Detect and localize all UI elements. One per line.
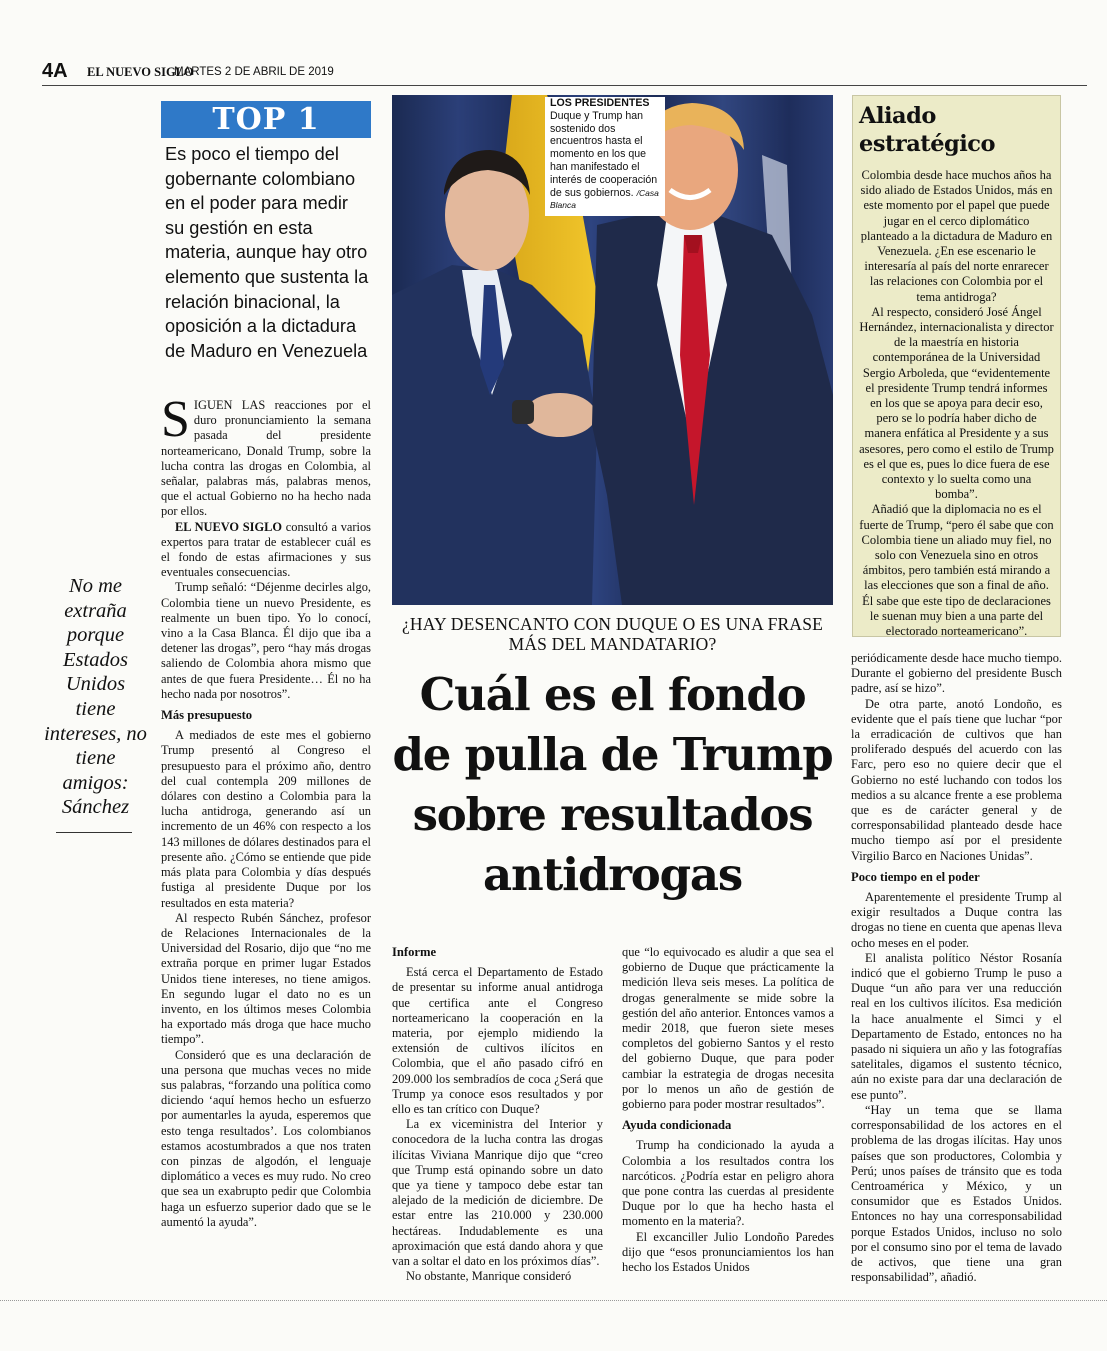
article-column-2 xyxy=(392,945,603,1284)
paragraph: Trump ha condicionado la ayuda a Colombia a los resultados contra los narcóticos. ¿Podría estar en peligro ahora que pone contra las cuerdas al presidente Duque por lo que ha hecho hasta el momento en la materia?. xyxy=(622,1138,834,1229)
subhead: Ayuda condicionada xyxy=(622,1118,732,1133)
issue-date: MARTES 2 DE ABRIL DE 2019 xyxy=(174,66,334,78)
page-number: 4A xyxy=(42,60,68,82)
pull-quote-rule xyxy=(56,832,132,833)
paragraph: que “lo equivocado es aludir a que sea el gobierno de Duque que prácticamente la medición lleva seis meses. La política de drogas generalmente se mide sobre la gestión del año anterior. Entonces vamos a medir 2018, que fueron siete meses completos del gobierno Santos y el resto del gobierno Duque, que para poder cambiar la estrategia de drogas necesita por lo menos un año de gestión de gobierno para poder mostrar resultados”. xyxy=(622,945,834,1112)
caption-title: LOS PRESIDENTES xyxy=(550,97,650,109)
lead-paragraph: Es poco el tiempo del gobernante colombiano en el poder para medir su gestión en esta materia, aunque hay otro elemento que sustenta la relación binacional, la oposición a la dictadura de Maduro en Venezuela xyxy=(165,144,369,361)
paragraph: periódicamente desde hace mucho tiempo. Durante el gobierno del presidente Busch padre, así se hizo”. xyxy=(851,651,1062,696)
paragraph: El analista político Néstor Rosanía indicó que el gobierno Trump le puso a Duque “un año para ver una reducción real en los cultivos ilícitos. Esa medición la hace anualmente el Simci y el Departamento de Estado, entonces no ha pasado ni siquiera un año y las fotografías satelitales, digamos el sustento técnico, aún no existe para dar una declaración de ese punto”. xyxy=(851,950,1062,1102)
paragraph: Está cerca el Departamento de Estado de presentar su informe anual antidroga que certifica ante el Congreso norteamericano la cooperación en la materia, por ejemplo midiendo la extensión de cultivos ilícitos en Colombia, que el año pasado cifró en 209.000 los sembradíos de coca ¿Será que Trump ya conoce esos resultados y por ello es tan crítico con Duque? xyxy=(392,965,603,1117)
paragraph: Trump señaló: “Déjenme decirles algo, Colombia tiene un nuevo Presidente, es realmente un buen tipo. Yo lo conocí, vino a la Casa Blanca. Él dijo que iba a detener las drogas”, pero “hay más drogas saliendo de Colombia ahora mismo que antes de que fuera Presidente… Él no ha hecho nada por nosotros”. xyxy=(161,580,371,701)
paragraph: Consideró que es una declaración de una persona que muchas veces no mide sus palabras, “forzando una política como diciendo ‘aquí hemos hecho un esfuerzo por aumentarles la ayuda, esperemos que esto tenga resultados’. Los colombianos estamos acostumbrados a que nos traten con pinzas de algodón, el lenguaje diplomático a veces es muy rudo. No creo que sea un exabrupto pedir que Colombia haga un esfuerzo superior dado que se le aumentó la ayuda”. xyxy=(161,1047,371,1229)
article-column-3 xyxy=(622,945,834,1275)
photo-credit: /Casa Blanca xyxy=(550,187,659,211)
paragraph: Añadió que la diplomacia no es el fuerte de Trump, “pero él sabe que con Colombia tiene un aliado muy fiel, no solo con Venezuela sino en otros ámbitos, pero también está mirando a las elecciones que son a final de año. Él sabe que este tipo de declaraciones le suenan muy bien a una parte del electorado norteamericano”. xyxy=(859,502,1054,639)
top-label: TOP 1 xyxy=(161,101,371,138)
paragraph: A mediados de este mes el gobierno Trump presentó al Congreso el presupuesto para el próximo año, dentro del cual contempla 209 millones de dólares con destino a Colombia para la lucha antidroga, generando así un incremento de un 46% con respecto a los 143 millones de dólares destinados para el presente año. ¿Cómo se entiende que pide más plata para Colombia y días después fustiga al presidente Duque por los resultados en esta materia? xyxy=(161,728,371,910)
sidebar-box xyxy=(852,95,1061,637)
header-rule xyxy=(42,85,1087,86)
paragraph: Al respecto, consideró José Ángel Hernández, internacionalista y director de la maestría en historia contemporánea de la Universidad Sergio Arboleda, que “evidentemente el presidente Trump tendrá informes en los que se apoya para decir eso, pero se lo podría haber dicho de manera enfática al Presidente y a sus asesores, pero como el estilo de Trump es el que es, pues lo dice fuera de ese contexto y lo suelta como una bomba”. xyxy=(859,304,1054,502)
paragraph: La ex viceministra del Interior y conocedora de la lucha contra las drogas ilícitas Viviana Manrique dijo que “creo que Trump está opinando sobre un dato que ya tiene y tampoco debe estar tan alejado de la medición de diciembre. De estar entre las 210.000 y 230.000 hectáreas. Indudablemente es una aproximación que está dando ahora y que van a soltar el dato en los próximos días”. xyxy=(392,1117,603,1269)
page-fold-line xyxy=(0,1300,1107,1301)
paragraph: “Hay un tema que se llama corresponsabilidad de los actores en el problema de las drogas ilícitas. Hay unos países que son productores, Colombia y Perú; unos países de tránsito que es toda Centroamérica y México, y un consumidor que es Estados Unidos. Entonces no hay una corresponsabilidad porque Estados Unidos, incluso no solo por el consumo sino por el tema de lavado de activos, que tiene una gran responsabilidad”, añadió. xyxy=(851,1102,1062,1285)
article-column-4 xyxy=(851,651,1062,1285)
paragraph: El excanciller Julio Londoño Paredes dijo que “esos pronunciamientos los han hecho los Estados Unidos xyxy=(622,1229,834,1275)
photo-caption xyxy=(545,97,665,216)
paragraph: No obstante, Manrique consideró xyxy=(406,1269,572,1284)
paragraph: De otra parte, anotó Londoño, es evidente que el país tiene que luchar “por la erradicación de cultivos que han proliferado después del acuerdo con las Farc, pero eso no quiere decir que el Gobierno no esté luchando con todos los medios a su alcance frente a ese problema que es de carácter general y de corresponsabilidad planteado desde hace mucho tiempo así por el presidente Virgilio Barco en Naciones Unidas”. xyxy=(851,696,1062,863)
paragraph: Colombia desde hace muchos años ha sido aliado de Estados Unidos, más en este momento por el papel que puede jugar en el cerco diplomático planteado a la dictadura de Maduro en Venezuela. ¿En ese escenario le interesaría al país del norte enrarecer las relaciones con Colombia por el tema antidroga? xyxy=(860,168,1053,304)
opening-words: IGUEN LAS xyxy=(193,398,266,412)
paragraph: EL NUEVO SIGLO consultó a varios expertos para tratar de establecer cuál es el fondo de estas afirmaciones y sus eventuales consecuencias. xyxy=(161,519,372,580)
paragraph: SIGUEN LAS reacciones por el duro pronunciamiento la semana pasada del presidente norteamericano, Donald Trump, sobre la lucha contra las drogas en Colombia, al señalar, palabras más, palabras menos, que el actual Gobierno no ha hecho nada por ellos. xyxy=(161,391,371,519)
drop-cap: S xyxy=(161,391,190,448)
subhead: Más presupuesto xyxy=(161,708,253,723)
sidebar-title: Aliado estratégico xyxy=(859,103,996,157)
kicker: ¿HAY DESENCANTO CON DUQUE O ES UNA FRASE MÁS DEL MANDATARIO? xyxy=(401,614,824,654)
article-column-1 xyxy=(161,391,372,1230)
paragraph: Aparentemente el presidente Trump al exigir resultados a Duque contra las drogas no tiene en cuenta que apenas lleva ocho meses en el poder. xyxy=(851,890,1062,950)
newspaper-name: EL NUEVO SIGLO xyxy=(87,65,194,79)
headline: Cuál es el fondo de pulla de Trump sobre resultados antidrogas xyxy=(392,668,833,901)
pull-quote: No me extraña porque Estados Unidos tiene intereses, no tiene amigos: Sánchez xyxy=(44,575,147,819)
sidebar-body xyxy=(859,168,1054,639)
subhead: Informe xyxy=(392,945,437,959)
subhead: Poco tiempo en el poder xyxy=(851,869,980,884)
paragraph: Al respecto Rubén Sánchez, profesor de Relaciones Internacionales de la Universidad del Rosario, dijo que “no me extraña porque en primer lugar Estados Unidos tiene intereses, no tiene amigos. En segundo lugar el dato no es un invento, en los últimos meses Colombia ha exportado más droga que hace mucho tiempo”. xyxy=(161,910,371,1047)
page-header xyxy=(42,60,1087,84)
paper-mention: EL NUEVO SIGLO xyxy=(175,519,283,534)
caption-text: Duque y Trump han sostenido dos encuentros hasta el momento en los que han manifestado el interés de cooperación de sus gobiernos. xyxy=(550,109,658,199)
